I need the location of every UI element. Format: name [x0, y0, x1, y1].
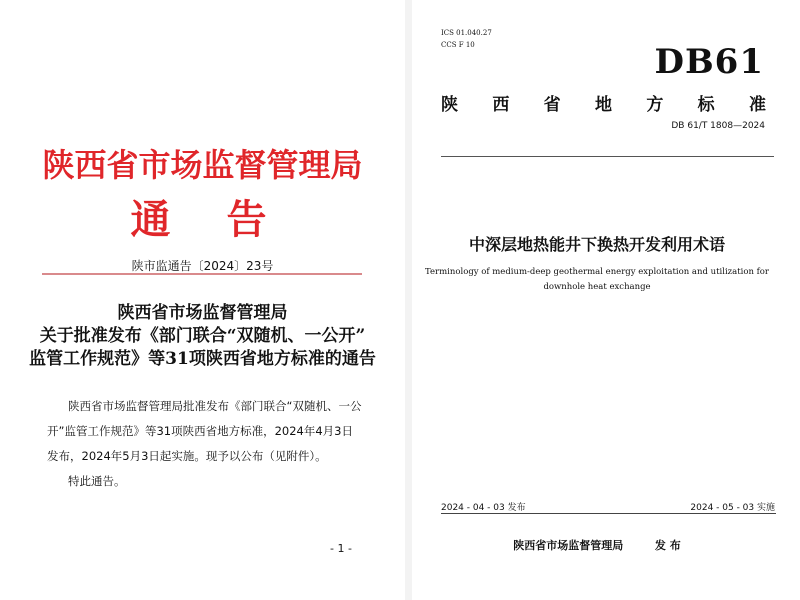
page-number: - 1 - — [330, 542, 352, 555]
doc-number: 陕市监通告〔2024〕23号 — [131, 259, 274, 273]
category-char: 西 — [492, 95, 510, 115]
title-cn: 中深层地热能井下换热开发利用术语 — [468, 235, 725, 254]
ccs-code: CCS F 10 — [441, 41, 475, 49]
standard-category — [441, 90, 766, 115]
header-divider — [441, 156, 774, 157]
ics-code: ICS 01.040.27 — [441, 29, 492, 37]
standard-number: DB 61/T 1808—2024 — [671, 121, 765, 131]
title-en-line-2: downhole heat exchange — [543, 282, 651, 292]
page-gap — [405, 0, 412, 600]
publisher — [412, 537, 782, 553]
heading-line-2: 关于批准发布《部门联合“双随机、一公开” — [39, 326, 366, 346]
publish-label: 发 布 — [654, 539, 681, 552]
title-en-line-1: Terminology of medium-deep geothermal energy exploitation and utilization for — [425, 267, 769, 277]
heading-line-1: 陕西省市场监督管理局 — [117, 303, 288, 323]
category-char: 准 — [748, 95, 766, 115]
category-char: 陕 — [441, 95, 458, 115]
category-char: 省 — [543, 95, 561, 115]
heading-line-3: 监管工作规范》等31项陕西省地方标准的通告 — [29, 349, 376, 369]
body-line-3: 发布，2024年5月3日起实施。现予以公布（见附件）。 — [47, 449, 327, 463]
body-line-1: 陕西省市场监督管理局批准发布《部门联合“双随机、一公 — [68, 399, 362, 413]
body-line-4: 特此通告。 — [68, 474, 126, 488]
notice-title: 通 告 — [130, 196, 275, 243]
category-char: 标 — [697, 95, 715, 115]
implement-date: 2024 - 05 - 03 实施 — [690, 503, 775, 513]
agency-title: 陕西省市场监督管理局 — [42, 146, 363, 184]
publish-date: 2024 - 04 - 03 发布 — [441, 503, 526, 513]
publisher-name: 陕西省市场监督管理局 — [513, 539, 624, 552]
category-char: 方 — [646, 95, 664, 115]
category-char: 地 — [594, 95, 612, 115]
standard-cover-page — [412, 0, 800, 600]
body-line-2: 开”监管工作规范》等31项陕西省地方标准，2024年4月3日 — [47, 424, 353, 438]
db61-logo: DB61 — [654, 42, 764, 82]
date-divider — [441, 513, 776, 514]
red-divider — [42, 273, 362, 275]
